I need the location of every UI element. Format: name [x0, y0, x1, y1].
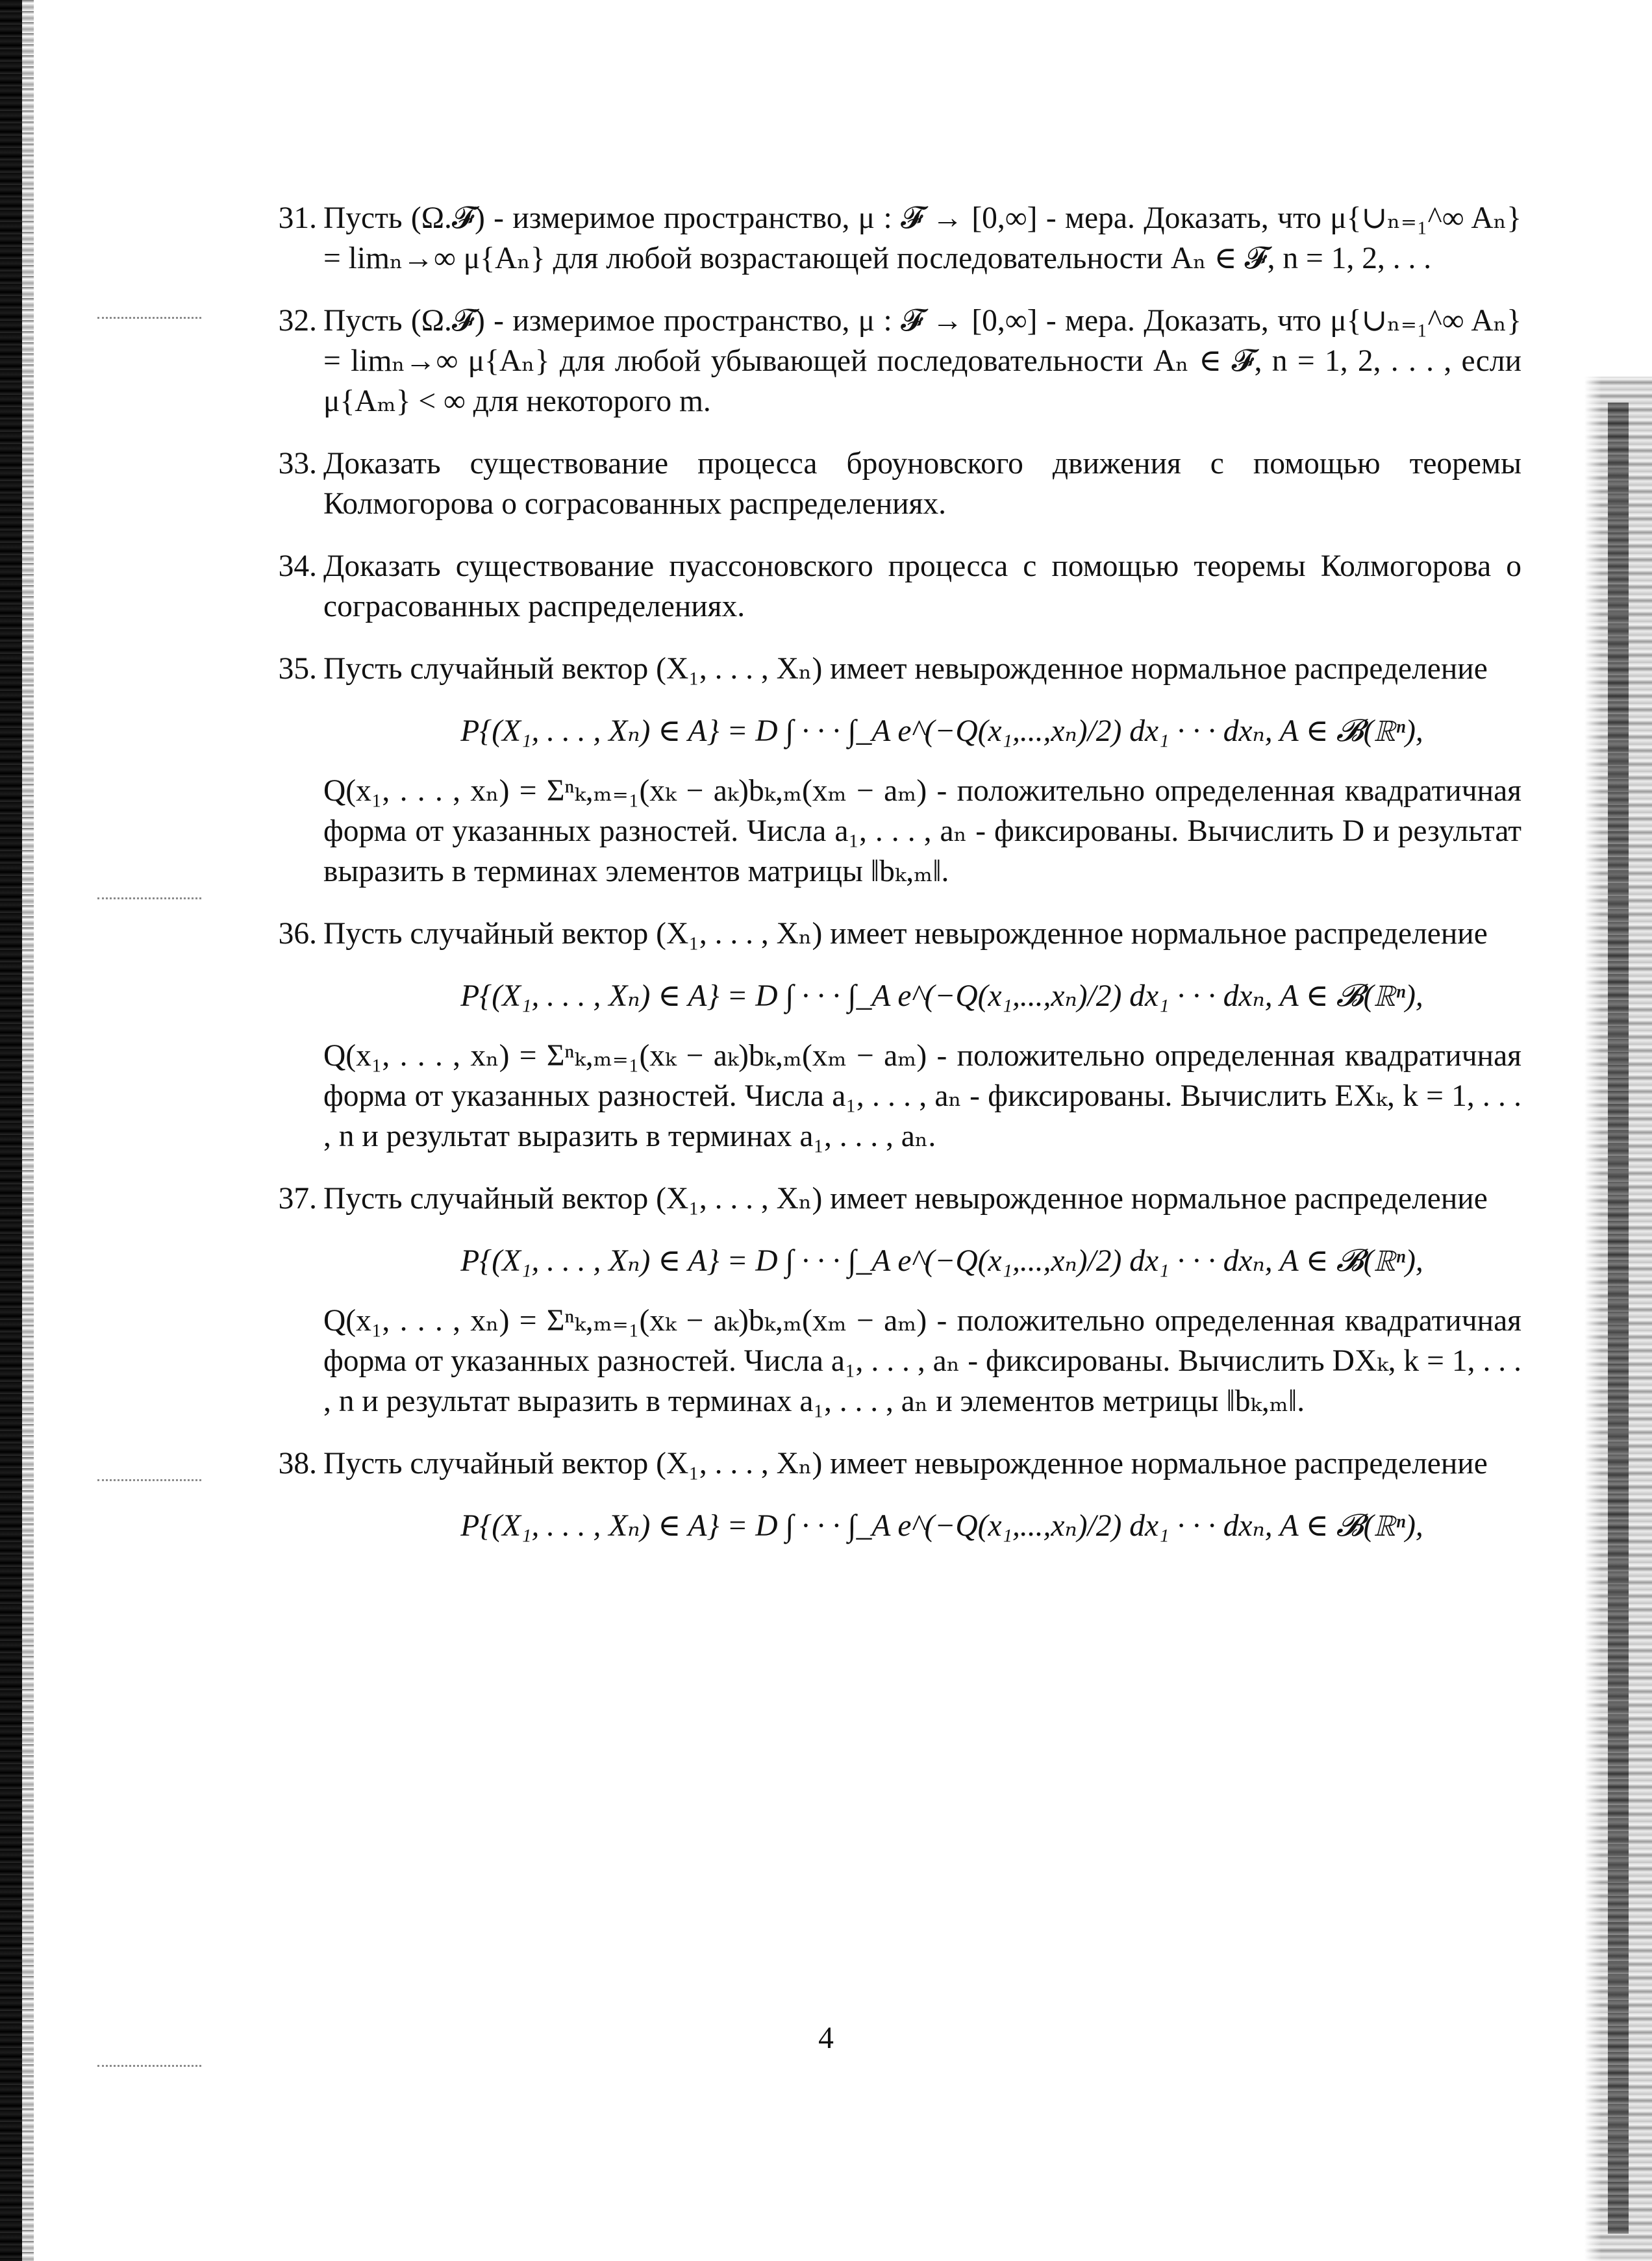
problem-item — [265, 914, 1521, 1156]
problem-number: 32. — [278, 304, 317, 338]
problem-text: Доказать существование пуассоновского процесса с помощью теоремы Колмогорова о сограсованных распределениях. — [323, 549, 1521, 623]
scan-mark — [97, 897, 201, 906]
page-number: 4 — [818, 2021, 834, 2055]
problem-item — [265, 198, 1521, 279]
scan-edge-left-fray — [22, 0, 34, 2261]
problem-text: Пусть случайный вектор (X₁, . . . , Xₙ) имеет невырожденное нормальное распределение — [323, 917, 1488, 951]
problem-text: Пусть случайный вектор (X₁, . . . , Xₙ) имеет невырожденное нормальное распределение — [323, 1182, 1488, 1216]
scan-edge-right-shadow — [1608, 403, 1629, 2234]
display-equation: P{(X₁, . . . , Xₙ) ∈ A} = D ∫ · · · ∫_A e^(−Q(x₁,...,xₙ)/2) dx₁ · · · dxₙ, A ∈ 𝓑(ℝⁿ), — [460, 1509, 1423, 1543]
problem-number: 35. — [278, 652, 317, 686]
problem-item — [265, 443, 1521, 524]
problem-text-continued: Q(x₁, . . . , xₙ) = Σⁿₖ,ₘ₌₁(xₖ − aₖ)bₖ,ₘ(xₘ − aₘ) - положительно определенная квадратичная форма от указанных разностей. Числа a₁, . . . , aₙ - фиксированы. Вычислить D и результат выразить в терминах элементов матрицы ‖bₖ,ₘ‖. — [323, 774, 1521, 888]
problem-number: 37. — [278, 1182, 317, 1216]
scan-edge-left — [0, 0, 22, 2261]
problem-item — [265, 649, 1521, 892]
problem-text: Пусть случайный вектор (X₁, . . . , Xₙ) имеет невырожденное нормальное распределение — [323, 1447, 1488, 1480]
scan-mark — [97, 2065, 201, 2073]
display-equation: P{(X₁, . . . , Xₙ) ∈ A} = D ∫ · · · ∫_A e^(−Q(x₁,...,xₙ)/2) dx₁ · · · dxₙ, A ∈ 𝓑(ℝⁿ), — [460, 714, 1423, 748]
problem-number: 38. — [278, 1447, 317, 1480]
problem-list — [265, 198, 1521, 1568]
problem-number: 31. — [278, 201, 317, 235]
display-equation: P{(X₁, . . . , Xₙ) ∈ A} = D ∫ · · · ∫_A e^(−Q(x₁,...,xₙ)/2) dx₁ · · · dxₙ, A ∈ 𝓑(ℝⁿ), — [460, 979, 1423, 1013]
problem-text: Пусть (Ω.𝓕) - измеримое пространство, μ : 𝓕 → [0,∞] - мера. Доказать, что μ{∪ₙ₌₁^∞ Aₙ} = limₙ→∞ μ{Aₙ} для любой возрастающей последовательности Aₙ ∈ 𝓕, n = 1, 2, . . . — [323, 201, 1521, 275]
problem-text-continued: Q(x₁, . . . , xₙ) = Σⁿₖ,ₘ₌₁(xₖ − aₖ)bₖ,ₘ(xₘ − aₘ) - положительно определенная квадратичная форма от указанных разностей. Числа a₁, . . . , aₙ - фиксированы. Вычислить EXₖ, k = 1, . . . , n и результат выразить в терминах a₁, . . . , aₙ. — [323, 1039, 1521, 1153]
problem-text: Пусть (Ω.𝓕) - измеримое пространство, μ : 𝓕 → [0,∞] - мера. Доказать, что μ{∪ₙ₌₁^∞ Aₙ} = limₙ→∞ μ{Aₙ} для любой убывающей последовательности Aₙ ∈ 𝓕, n = 1, 2, . . . , если μ{Aₘ} < ∞ для некоторого m. — [323, 304, 1521, 418]
problem-text: Доказать существование процесса броуновского движения с помощью теоремы Колмогорова о сограсованных распределениях. — [323, 447, 1521, 521]
scan-mark — [97, 317, 201, 325]
problem-number: 33. — [278, 447, 317, 481]
problem-text-continued: Q(x₁, . . . , xₙ) = Σⁿₖ,ₘ₌₁(xₖ − aₖ)bₖ,ₘ(xₘ − aₘ) - положительно определенная квадратичная форма от указанных разностей. Числа a₁, . . . , aₙ - фиксированы. Вычислить DXₖ, k = 1, . . . , n и результат выразить в терминах a₁, . . . , aₙ и элементов метрицы ‖bₖ,ₘ‖. — [323, 1304, 1521, 1418]
problem-item — [265, 1179, 1521, 1421]
problem-item — [265, 301, 1521, 421]
scan-mark — [97, 1479, 201, 1488]
display-equation: P{(X₁, . . . , Xₙ) ∈ A} = D ∫ · · · ∫_A e^(−Q(x₁,...,xₙ)/2) dx₁ · · · dxₙ, A ∈ 𝓑(ℝⁿ), — [460, 1244, 1423, 1278]
problem-text: Пусть случайный вектор (X₁, . . . , Xₙ) имеет невырожденное нормальное распределение — [323, 652, 1488, 686]
problem-item — [265, 546, 1521, 627]
problem-number: 36. — [278, 917, 317, 951]
problem-number: 34. — [278, 549, 317, 583]
problem-item — [265, 1443, 1521, 1546]
